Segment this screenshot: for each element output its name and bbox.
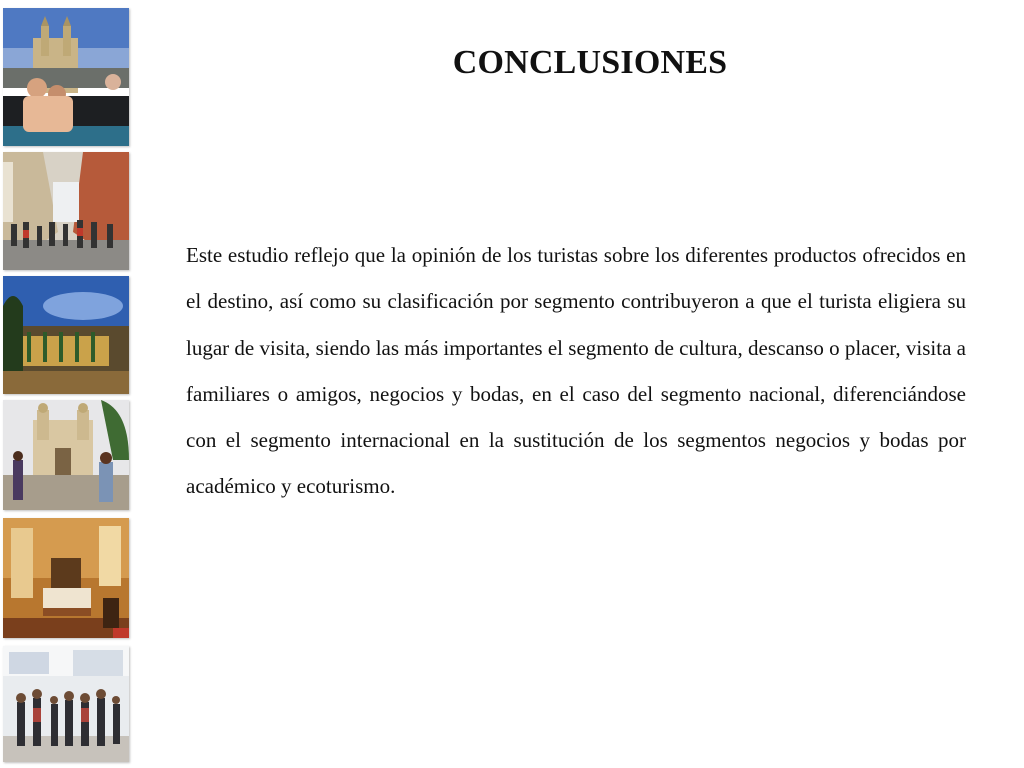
photo-tourists-pool-cathedral [3,8,129,146]
photo-strip [0,6,132,764]
conclusion-paragraph: Este estudio reflejo que la opinión de los turistas sobre los diferentes productos ofrecidos en el destino, así como su clasificación por segmento contribuyeron a que el turista eligiera su lugar de visita, siendo las más importantes el segmento de cultura, descanso o placer, visita a familiares o amigos, negocios y bodas, en el caso del segmento nacional, diferenciándose con el segmento internacional en la sustitución de los segmentos negocios y bodas por académico y ecoturismo. [186,243,966,499]
photo-market-crowd [3,646,129,762]
photo-church-plaza-tourists [3,400,129,510]
page-title: CONCLUSIONES [452,44,728,81]
photo-courtyard-night [3,276,129,394]
photo-pedestrian-street [3,152,129,270]
photo-hotel-room [3,518,129,638]
